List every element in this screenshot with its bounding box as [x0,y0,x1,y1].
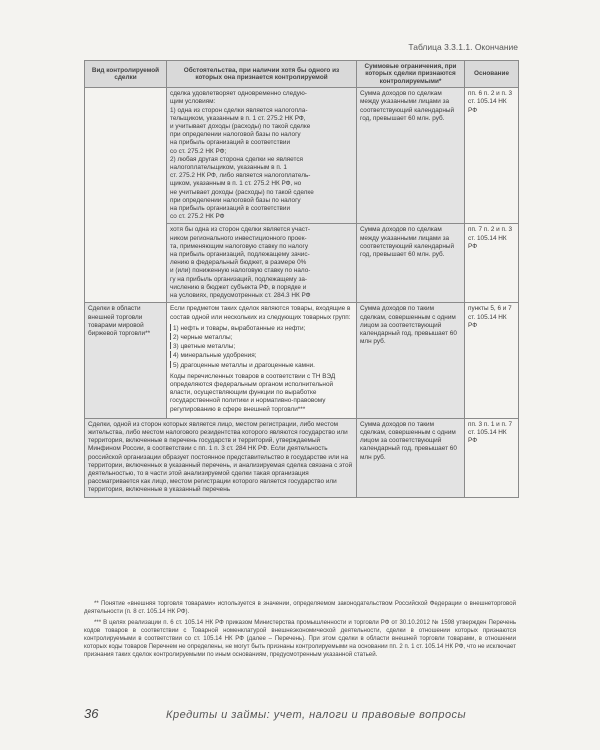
footnote: *** В целях реализации п. 6 ст. 105.14 НК РФ приказом Министерства промышленности и торговли РФ от 30.10.2012 № 1598 утвержден Перечень кодов товаров в соответствии с Товарной номенклатурой внешнеэкономической деятельности, сделки в отношении которых признаются контролируемыми в соответствии со ст. 105.14 НК РФ (далее – Перечень). При этом сделки в области внешней торговли товарами, в отношении которых коды товаров Перечнем не определены, не могут быть признаны контролируемыми на основании пп. 2 п. 1 ст. 105.14 НК РФ, что не исключает признания таких сделок контролируемыми по иным основаниям, предусмотренным указанной статьей. [84,619,516,658]
bullet-bar-icon [170,342,171,349]
header-basis: Основание [465,61,519,88]
page-footer [84,706,516,721]
basis-cell: пп. 3 п. 1 и п. 7 ст. 105.14 НК РФ [465,418,519,497]
circumstances-line: и учитывает доходы (расходы) по такой сделке [170,123,311,131]
table-caption: Таблица 3.3.1.1. Окончание [408,42,518,52]
circumstances-line: не учитывает доходы (расходы) по такой сделке [170,188,314,196]
list-item [170,333,353,342]
bullet-bar-icon [170,361,171,368]
basis-cell: пп. 6 п. 2 и п. 3 ст. 105.14 НК РФ [465,88,519,224]
sum-limit-cell: Сумма доходов по сделкам между указанными лицами за соответствующий календарный год, превышает 60 млн. руб. [357,88,465,224]
page-number: 36 [84,706,99,721]
basis-cell: пп. 7 п. 2 и п. 3 ст. 105.14 НК РФ [465,224,519,303]
basis-cell: пункты 5, 6 и 7 ст. 105.14 НК РФ [465,303,519,418]
circumstances-line: щиком, указанным в п. 1 ст. 275.2 НК РФ, но [170,180,302,188]
list-item [170,324,353,333]
circumstances-line: на условиях, предусмотренных ст. 284.3 НК РФ [170,292,311,300]
goods-list [170,324,353,370]
circumstances-line: при определении налоговой базы по налогу [170,196,301,204]
circumstances-line: гу на прибыль организаций, подлежащему за- [170,275,308,283]
circumstances-line: ст. 275.2 НК РФ, либо является налогоплатель- [170,172,311,180]
list-item [170,351,353,360]
circumstances-line: хотя бы одна из сторон сделки является участ- [170,226,311,234]
circumstances-line: со ст. 275.2 НК РФ; [170,147,227,155]
goods-item: 1) нефть и товары, выработанные из нефти; [173,324,306,332]
deal-kind-cell-empty [85,88,167,303]
goods-intro: Если предметом таких сделок являются товары, входящие в состав одной или нескольких из следующих товарных групп: [170,305,351,321]
sum-limit-cell: Сумма доходов по таким сделкам, совершенным с одним лицом за соответствующий календарный год, превышает 60 млн руб. [357,418,465,497]
table-header-row [85,61,519,88]
circumstances-line: числению в бюджет субъекта РФ, в порядке и [170,283,307,291]
circumstances-line: налогоплательщиком, указанным в п. 1 [170,164,287,172]
circumstances-line: на прибыль организаций, подлежащему зачис- [170,251,310,259]
list-item [170,342,353,351]
controlled-deals-table [84,60,519,498]
bullet-bar-icon [170,351,171,358]
deal-kind-offshore-cell: Сделки, одной из сторон которых является лицо, местом регистрации, либо местом жительства, либо местом налогового резидентства которого являются государство или территория, включенные в перечень государств и территорий, утверждаемый Минфином России, в соответствии с пп. 1 п. 3 ст. 284 НК РФ. Если деятельность российской организации образует постоянное представительство в государстве или на территории, включенных в указанный перечень, и анализируемая сделка связана с этой деятельностью, то в части этой анализируемой сделки такая организация рассматривается как лицо, местом регистрации которого является государство или территория, включенные в указанный перечень [85,418,357,497]
goods-item: 5) драгоценные металлы и драгоценные камни. [173,361,315,369]
header-circumstances: Обстоятельства, при наличии хотя бы одного из которых она признается контролируемой [167,61,357,88]
circumstances-line: 1) одна из сторон сделки является налогопла- [170,106,308,114]
circumstances-line: щим условиям: [170,98,216,106]
book-title: Кредиты и займы: учет, налоги и правовые вопросы [166,709,467,721]
bullet-bar-icon [170,324,171,331]
circumstances-line: сделка удовлетворяет одновременно следую- [170,90,307,98]
table-row [85,418,519,497]
header-sum-limits: Суммовые ограничения, при которых сделки признаются контролируемыми* [357,61,465,88]
footnote: ** Понятие «внешняя торговля товарами» используется в значении, определяемом законодательством Российской Федерации о внешнеторговой деятельности (п. 8 ст. 105.14 НК РФ). [84,600,516,615]
table-row [85,88,519,224]
table-row [85,303,519,418]
circumstances-line: на прибыль организаций в соответствии [170,139,291,147]
sum-limit-cell: Сумма доходов по таким сделкам, совершенным с одним лицом за соответствующий календарный год, превышает 60 млн руб. [357,303,465,418]
circumstances-cell [167,224,357,303]
goods-item: 3) цветные металлы; [173,343,236,351]
circumstances-line: при определении налоговой базы по налогу [170,131,301,139]
goods-codes-note: Коды перечисленных товаров в соответствии с ТН ВЭД определяются федеральным органом исполнительной власти, осуществляющим функции по выработке государственной политики и нормативно-правовому регулированию в сфере внешней торговли*** [170,372,336,413]
header-deal-kind: Вид контролируемой сделки [85,61,167,88]
footnotes [84,600,516,662]
circumstances-line: тельщиком, указанным в п. 1 ст. 275.2 НК РФ, [170,114,306,122]
circumstances-line: та, применяющим налоговую ставку по налогу [170,242,309,250]
deal-kind-cell: Сделки в области внешней торговли товарами мировой биржевой торговли** [85,303,167,418]
circumstances-line: на прибыль организаций в соответствии [170,205,291,213]
circumstances-line: со ст. 275.2 НК РФ [170,213,225,221]
circumstances-line: лению в федеральный бюджет, в размере 0% [170,259,307,267]
list-item [170,361,353,370]
circumstances-line: ником регионального инвестиционного проек- [170,234,307,242]
circumstances-cell [167,88,357,224]
circumstances-line: и (или) пониженную налоговую ставку по нало- [170,267,311,275]
bullet-bar-icon [170,333,171,340]
goods-item: 4) минеральные удобрения; [173,352,257,360]
circumstances-line: 2) любая другая сторона сделки не является [170,155,303,163]
circumstances-cell [167,303,357,418]
goods-item: 2) черные металлы; [173,333,233,341]
sum-limit-cell: Сумма доходов по сделкам между указанными лицами за соответствующий календарный год, превышает 60 млн. руб. [357,224,465,303]
